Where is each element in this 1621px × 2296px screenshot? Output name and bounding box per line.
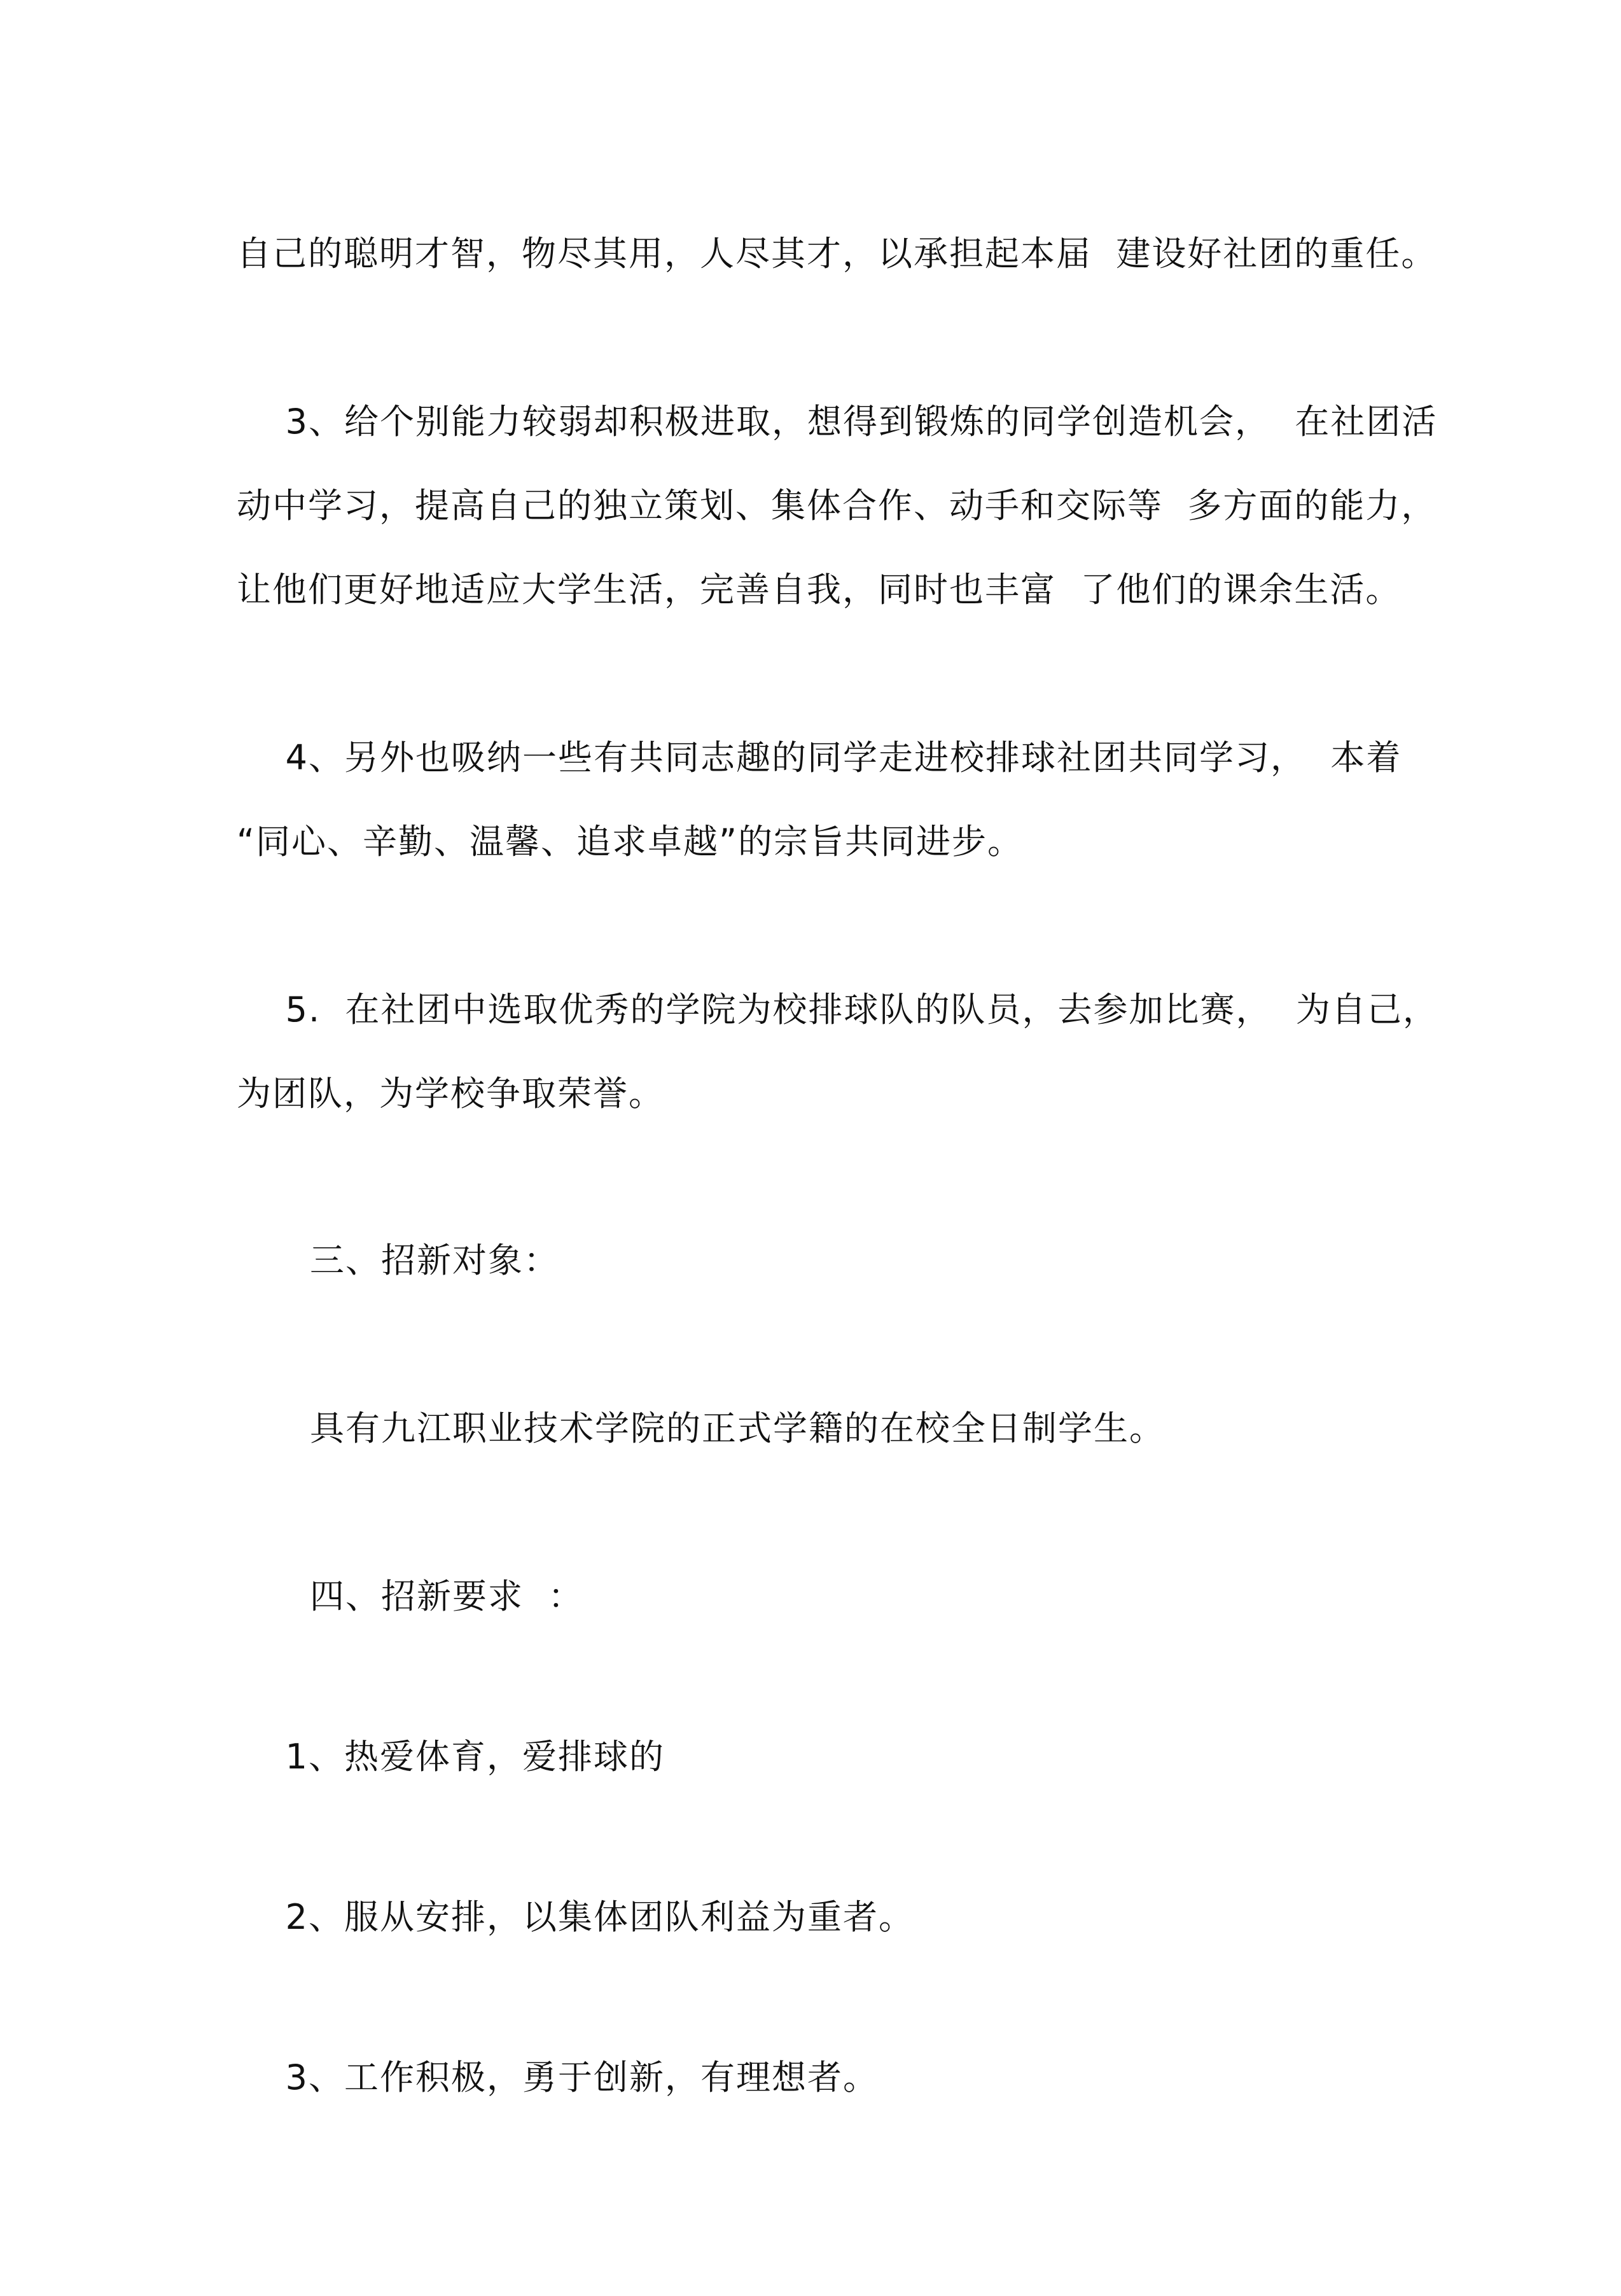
- requirement-item-3: 3、工作积极，勇于创新，有理想者。: [237, 2057, 879, 2097]
- paragraph-5-line-2: 为团队，为学校争取荣誉。: [237, 1074, 664, 1114]
- requirement-item-2: 2、服从安排，以集体团队利益为重者。: [237, 1897, 915, 1937]
- recruit-target-text: 具有九江职业技术学院的正式学籍的在校全日制学生。: [237, 1408, 1165, 1448]
- paragraph-5-line-1: 5. 在社团中选取优秀的学院为校排球队的队员，去参加比赛， 为自己，: [237, 990, 1438, 1030]
- paragraph-3-line-1: 3、给个别能力较弱却积极进取，想得到锻炼的同学创造机会， 在社团活: [237, 402, 1438, 442]
- paragraph-3-line-2: 动中学习，提高自己的独立策划、集体合作、动手和交际等 多方面的能力，: [237, 486, 1437, 526]
- paragraph-3-line-3: 让他们更好地适应大学生活，完善自我，同时也丰富 了他们的课余生活。: [237, 570, 1402, 610]
- paragraph-2-line-2: 自己的聪明才智，物尽其用，人尽其才，以承担起本届 建设好社团的重任。: [237, 234, 1437, 274]
- paragraph-4-line-2: “同心、辛勤、温馨、追求卓越”的宗旨共同进步。: [237, 822, 1023, 862]
- paragraph-4-line-1: 4、另外也吸纳一些有共同志趣的同学走进校排球社团共同学习， 本着: [237, 738, 1402, 778]
- section-heading-recruit-requirements: 四、招新要求 ：: [237, 1576, 584, 1616]
- section-heading-recruit-target: 三、招新对象：: [237, 1240, 559, 1280]
- requirement-item-1: 1、热爱体育，爱排球的: [237, 1737, 665, 1777]
